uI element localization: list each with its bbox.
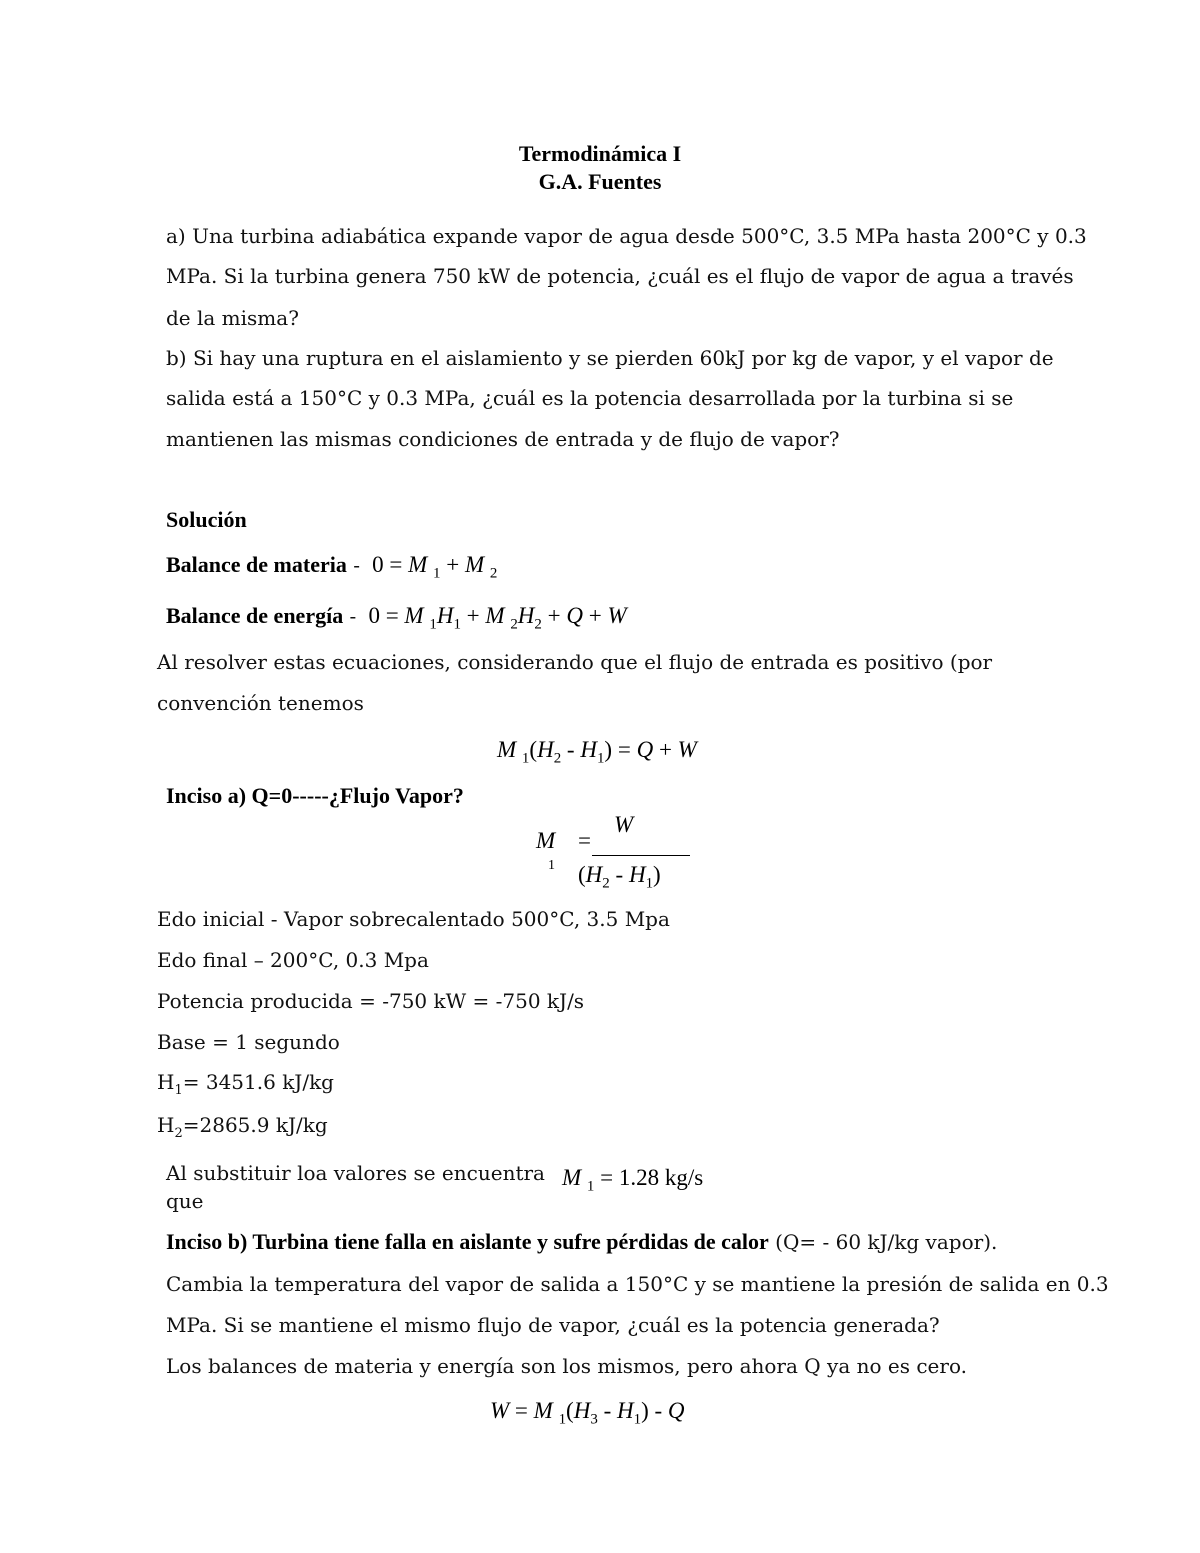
- h2-subscript: 2: [174, 1126, 183, 1141]
- problem-b-line-3: mantienen las mismas condiciones de entrada y de flujo de vapor?: [166, 427, 840, 451]
- part-b-heading-rest: (Q= - 60 kJ/kg vapor).: [768, 1230, 998, 1254]
- document-author: G.A. Fuentes: [538, 169, 662, 194]
- h1-symbol: H: [157, 1070, 175, 1094]
- general-energy-equation: M $_1(H_2 - H_1) = Q + W$: [497, 737, 697, 767]
- mass-balance-line: [166, 552, 497, 583]
- part-b-heading-bold: Inciso b) Turbina tiene falla en aislante y sufre pérdidas de calor: [166, 1229, 769, 1254]
- part-b-line-3: Los balances de materia y energía son los mismos, pero ahora Q ya no es cero.: [166, 1354, 967, 1378]
- flow-formula-lhs-sub: 1: [548, 858, 555, 873]
- resolve-line-1: Al resolver estas ecuaciones, considerando que el flujo de entrada es positivo (por: [157, 650, 993, 674]
- part-b-line-2: MPa. Si se mantiene el mismo flujo de vapor, ¿cuál es la potencia generada?: [166, 1313, 940, 1337]
- part-a-heading: Inciso a) Q=0-----¿Flujo Vapor?: [166, 783, 464, 808]
- flow-formula-equals: =: [578, 828, 591, 853]
- problem-a-line-2: MPa. Si la turbina genera 750 kW de potencia, ¿cuál es el flujo de vapor de agua a través: [166, 264, 1074, 288]
- problem-b-line-1: b) Si hay una ruptura en el aislamiento y se pierden 60kJ por kg de vapor, y el vapor de: [166, 346, 1054, 370]
- part-b-line-1: Cambia la temperatura del vapor de salida a 150°C y se mantiene la presión de salida en 0.3: [166, 1272, 1109, 1296]
- h2-symbol: H: [157, 1113, 175, 1137]
- energy-balance-dash: -: [343, 604, 363, 628]
- enthalpy-h1: [157, 1070, 334, 1098]
- flow-result: M $_1$ = 1.28 kg/s: [562, 1165, 704, 1195]
- flow-formula-denominator: $(H_2 - H_1)$: [578, 862, 661, 892]
- problem-a-line-3: de la misma?: [166, 306, 299, 330]
- solution-heading: Solución: [166, 507, 247, 532]
- mass-balance-dash: -: [346, 553, 367, 577]
- enthalpy-h2: [157, 1113, 328, 1141]
- final-state: Edo final – 200°C, 0.3 Mpa: [157, 948, 429, 972]
- problem-b-line-2: salida está a 150°C y 0.3 MPa, ¿cuál es la potencia desarrollada por la turbina si se: [166, 386, 1014, 410]
- problem-a-line-1: a) Una turbina adiabática expande vapor de agua desde 500°C, 3.5 MPa hasta 200°C y 0.3: [166, 224, 1087, 248]
- initial-state: Edo inicial - Vapor sobrecalentado 500°C, 3.5 Mpa: [157, 907, 670, 931]
- fraction-bar: [592, 855, 690, 856]
- energy-balance-line: [166, 603, 627, 634]
- power-equation: W = M $_1(H_3 - H_1)$ - Q: [490, 1398, 685, 1428]
- h2-value: =2865.9 kJ/kg: [182, 1113, 328, 1137]
- substitute-line-1: Al substituir loa valores se encuentra: [166, 1161, 545, 1185]
- mass-balance-equation: 0 = M $_1$ + M $_2$: [366, 552, 498, 582]
- energy-balance-equation: 0 = M $_1H_1 + M$ $_2H_2 + Q + W$: [362, 603, 627, 633]
- h1-value: = 3451.6 kJ/kg: [182, 1070, 334, 1094]
- power-produced: Potencia producida = -750 kW = -750 kJ/s: [157, 989, 585, 1013]
- part-b-heading: [166, 1229, 997, 1255]
- h1-subscript: 1: [174, 1083, 183, 1098]
- flow-result-value: = 1.28 kg/s: [600, 1165, 704, 1190]
- calculation-base: Base = 1 segundo: [157, 1030, 340, 1054]
- flow-formula-lhs: M: [536, 828, 556, 853]
- flow-formula-numerator: W: [614, 812, 634, 837]
- energy-balance-label: Balance de energía: [166, 603, 344, 628]
- document-title: Termodinámica I: [518, 141, 682, 166]
- resolve-line-2: convención tenemos: [157, 691, 364, 715]
- mass-balance-label: Balance de materia: [166, 552, 347, 577]
- substitute-line-2: que: [166, 1189, 204, 1213]
